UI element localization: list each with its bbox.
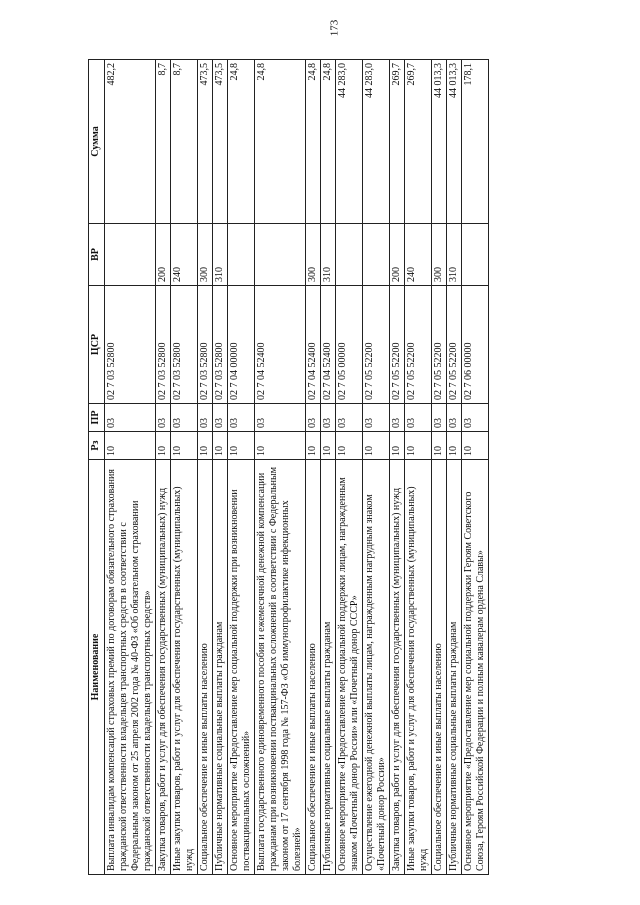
table-row [255,60,306,875]
cell-name: Публичные нормативные социальные выплаты гражданам [447,460,462,875]
cell-sum: 8,7 [171,60,198,224]
cell-pr: 03 [255,404,306,432]
table-row [336,60,363,875]
cell-vr: 310 [321,224,336,286]
cell-csr: 02 7 04 52400 [306,286,321,404]
cell-pr: 03 [156,404,171,432]
page-number-text: 173 [328,19,341,37]
cell-pr: 03 [213,404,228,432]
cell-rz: 10 [198,432,213,460]
cell-pr: 03 [306,404,321,432]
cell-sum: 44 283,0 [336,60,363,224]
budget-table [88,59,489,875]
cell-vr [336,224,363,286]
header-pr: ПР [89,404,105,432]
table-row [156,60,171,875]
cell-name: Основное мероприятие «Предоставление мер социальной поддержки лицам, награжденным знаком «Почетный донор России» или «Почетный донор СССР» [336,460,363,875]
cell-name: Основное мероприятие «Предоставление мер социальной поддержки Героям Советского Союза, Героям Российской Федерации и полным кавалерам ордена Славы» [462,460,489,875]
table-row [321,60,336,875]
cell-name: Социальное обеспечение и иные выплаты населению [306,460,321,875]
cell-rz: 10 [306,432,321,460]
cell-csr: 02 7 03 52800 [213,286,228,404]
cell-sum: 269,7 [390,60,405,224]
cell-pr: 03 [432,404,447,432]
cell-vr [105,224,156,286]
cell-sum: 44 283,0 [363,60,390,224]
cell-vr [462,224,489,286]
cell-vr: 200 [156,224,171,286]
header-vr: ВР [89,224,105,286]
cell-sum: 44 013,3 [432,60,447,224]
cell-csr: 02 7 05 52200 [432,286,447,404]
cell-csr: 02 7 04 52400 [321,286,336,404]
cell-rz: 10 [447,432,462,460]
cell-pr: 03 [336,404,363,432]
cell-csr: 02 7 03 52800 [171,286,198,404]
table-body [105,60,489,875]
cell-vr: 310 [447,224,462,286]
cell-pr: 03 [321,404,336,432]
table-row [105,60,156,875]
rotated-table-container [88,60,568,875]
cell-pr: 03 [363,404,390,432]
cell-rz: 10 [105,432,156,460]
cell-vr: 240 [405,224,432,286]
cell-sum: 178,1 [462,60,489,224]
cell-pr: 03 [390,404,405,432]
cell-csr: 02 7 05 52200 [447,286,462,404]
cell-rz: 10 [390,432,405,460]
table-row [363,60,390,875]
cell-rz: 10 [255,432,306,460]
cell-vr: 200 [390,224,405,286]
table-header-row [89,60,105,875]
cell-sum: 482,2 [105,60,156,224]
cell-pr: 03 [198,404,213,432]
table-row [432,60,447,875]
cell-csr: 02 7 06 00000 [462,286,489,404]
cell-vr [255,224,306,286]
page-number [0,18,640,37]
cell-rz: 10 [336,432,363,460]
cell-name: Публичные нормативные социальные выплаты гражданам [321,460,336,875]
cell-sum: 269,7 [405,60,432,224]
cell-pr: 03 [228,404,255,432]
cell-rz: 10 [432,432,447,460]
cell-rz: 10 [156,432,171,460]
cell-rz: 10 [462,432,489,460]
cell-pr: 03 [171,404,198,432]
header-csr: ЦСР [89,286,105,404]
cell-rz: 10 [213,432,228,460]
table-row [390,60,405,875]
cell-sum: 473,5 [198,60,213,224]
cell-csr: 02 7 05 00000 [336,286,363,404]
cell-csr: 02 7 04 52400 [255,286,306,404]
cell-vr [363,224,390,286]
cell-pr: 03 [447,404,462,432]
cell-name: Осуществление ежегодной денежной выплаты лицам, награжденным нагрудным знаком «Почетный донор России» [363,460,390,875]
cell-rz: 10 [321,432,336,460]
cell-sum: 44 013,3 [447,60,462,224]
cell-csr: 02 7 05 52200 [363,286,390,404]
cell-csr: 02 7 03 52800 [105,286,156,404]
cell-rz: 10 [228,432,255,460]
table-row [306,60,321,875]
cell-sum: 24,8 [228,60,255,224]
cell-rz: 10 [405,432,432,460]
cell-sum: 24,8 [321,60,336,224]
cell-name: Социальное обеспечение и иные выплаты населению [432,460,447,875]
cell-name: Иные закупки товаров, работ и услуг для обеспечения государственных (муниципальных) нужд [405,460,432,875]
cell-csr: 02 7 03 52800 [198,286,213,404]
cell-vr: 300 [198,224,213,286]
cell-name: Иные закупки товаров, работ и услуг для обеспечения государственных (муниципальных) нужд [171,460,198,875]
cell-vr: 240 [171,224,198,286]
cell-vr: 310 [213,224,228,286]
cell-pr: 03 [405,404,432,432]
cell-sum: 8,7 [156,60,171,224]
cell-name: Выплата инвалидам компенсаций страховых премий по договорам обязательного страхования гражданской ответственности владельцев транспортных средств в соответствии с Федеральным законом от 25 апреля 2002 года № 40-ФЗ «Об обязательном страховании гражданской ответственности владельцев транспортных средств» [105,460,156,875]
cell-sum: 24,8 [306,60,321,224]
cell-csr: 02 7 03 52800 [156,286,171,404]
cell-sum: 473,5 [213,60,228,224]
rotated-page-area [88,60,568,875]
table-row [198,60,213,875]
cell-pr: 03 [105,404,156,432]
cell-pr: 03 [462,404,489,432]
table-row [405,60,432,875]
header-sum: Сумма [89,60,105,224]
table-row [213,60,228,875]
table-row [462,60,489,875]
cell-sum: 24,8 [255,60,306,224]
cell-name: Публичные нормативные социальные выплаты гражданам [213,460,228,875]
cell-vr: 300 [306,224,321,286]
header-name: Наименование [89,460,105,875]
cell-csr: 02 7 05 52200 [390,286,405,404]
cell-name: Социальное обеспечение и иные выплаты населению [198,460,213,875]
cell-name: Закупка товаров, работ и услуг для обеспечения государственных (муниципальных) нужд [390,460,405,875]
cell-name: Закупка товаров, работ и услуг для обеспечения государственных (муниципальных) нужд [156,460,171,875]
cell-vr [228,224,255,286]
cell-vr: 300 [432,224,447,286]
cell-rz: 10 [171,432,198,460]
table-row [447,60,462,875]
cell-rz: 10 [363,432,390,460]
cell-name: Выплата государственного единовременного пособия и ежемесячной денежной компенсации гражданам при возникновении поствакцинальных осложнений в соответствии с Федеральным законом от 17 сентября 1998 года № 157-ФЗ «Об иммунопрофилактике инфекционных болезней» [255,460,306,875]
table-row [228,60,255,875]
cell-csr: 02 7 05 52200 [405,286,432,404]
table-row [171,60,198,875]
cell-csr: 02 7 04 00000 [228,286,255,404]
cell-name: Основное мероприятие «Предоставление мер социальной поддержки при возникновении поствакцинальных осложнений» [228,460,255,875]
header-rz: Рз [89,432,105,460]
